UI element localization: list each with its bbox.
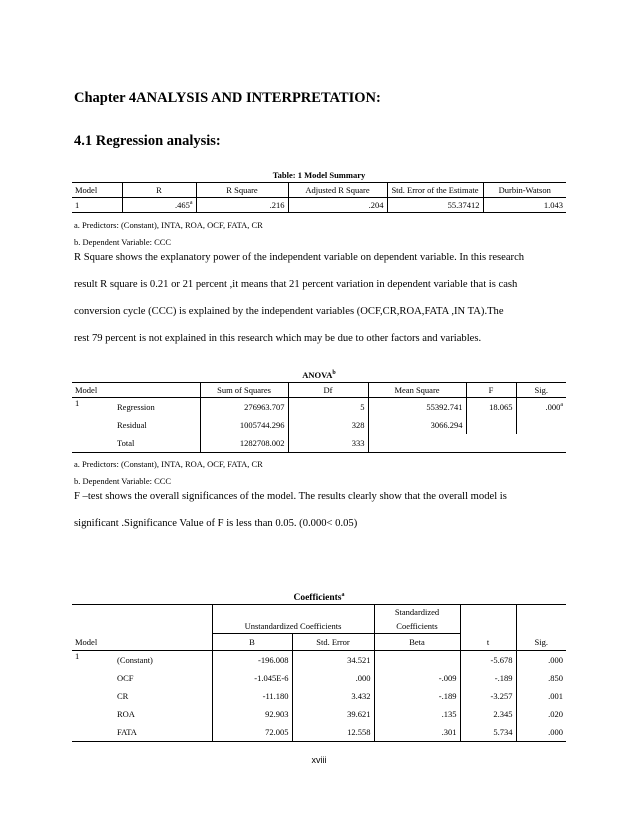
- table-cell: [460, 605, 516, 620]
- table-cell: [516, 619, 566, 634]
- table-cell: OCF: [114, 669, 212, 687]
- header-cell: Mean Square: [368, 383, 466, 398]
- table-cell: .020: [548, 708, 563, 719]
- header-cell: Adjusted R Square: [288, 183, 387, 198]
- paragraph-line: conversion cycle (CCC) is explained by the independent variables (OCF,CR,ROA,FATA ,IN TA).The: [74, 306, 504, 317]
- header-cell: Model: [72, 383, 200, 398]
- table-row: [72, 198, 566, 213]
- coefficients-group-row-1: [72, 605, 566, 620]
- r-footnote-marker: a: [189, 200, 193, 207]
- table-cell: [516, 434, 566, 453]
- table-cell: -5.678: [460, 650, 516, 669]
- anova-caption: [74, 370, 564, 380]
- table-cell: 1.043: [483, 198, 566, 213]
- table-cell: .000: [292, 669, 374, 687]
- table-cell: 3.432: [292, 687, 374, 705]
- table-cell: -196.008: [212, 650, 292, 669]
- coefficients-table: [72, 604, 566, 742]
- group-header: Coefficients: [374, 619, 460, 634]
- group-header: Unstandardized Coefficients: [212, 619, 374, 634]
- table-row: [72, 650, 566, 669]
- header-cell: R Square: [196, 183, 288, 198]
- table-cell: -.189: [460, 669, 516, 687]
- model-summary-note-a: a. Predictors: (Constant), INTA, ROA, OCF, FATA, CR: [74, 220, 263, 230]
- table-cell: 12.558: [292, 723, 374, 742]
- section-title: 4.1 Regression analysis:: [74, 133, 221, 149]
- header-cell: Std. Error: [292, 634, 374, 651]
- table-cell: 34.521: [292, 650, 374, 669]
- model-summary-header-row: [72, 183, 566, 198]
- table-cell: -1.045E-6: [212, 669, 292, 687]
- coefficients-caption: [74, 592, 564, 603]
- paragraph-line: R Square shows the explanatory power of the independent variable on dependent variable. In this research: [74, 252, 525, 263]
- header-cell: Model: [72, 634, 212, 651]
- header-cell: R: [122, 183, 196, 198]
- table-cell: 1005744.296: [200, 416, 288, 434]
- table-cell: [72, 619, 212, 634]
- table-cell: [516, 416, 566, 434]
- table-cell: .216: [196, 198, 288, 213]
- table-cell: -3.257: [460, 687, 516, 705]
- table-cell: Residual: [114, 416, 200, 434]
- header-cell: Sig.: [516, 383, 566, 398]
- table-cell: 3066.294: [368, 416, 466, 434]
- table-cell: .301: [374, 723, 460, 742]
- table-cell: 1: [72, 198, 122, 213]
- header-cell: Model: [72, 183, 122, 198]
- table-cell: CR: [114, 687, 212, 705]
- table-cell: 39.621: [292, 705, 374, 723]
- table-cell: 72.005: [212, 723, 292, 742]
- table-cell: [466, 416, 516, 434]
- table-row: [72, 416, 566, 434]
- table-row: [72, 687, 566, 705]
- table-cell: [122, 198, 196, 213]
- table-cell: 333: [288, 434, 368, 453]
- table-cell: 1: [72, 650, 114, 741]
- table-row: [72, 705, 566, 723]
- header-cell: F: [466, 383, 516, 398]
- coefficients-group-row-2: [72, 619, 566, 634]
- table-cell: (Constant): [114, 650, 212, 669]
- table-cell: -.009: [374, 669, 460, 687]
- sig-value: .000: [545, 402, 561, 412]
- paragraph-line: result R square is 0.21 or 21 percent ,it means that 21 percent variation in dependent variable that is cash: [74, 279, 518, 290]
- header-cell: t: [460, 634, 516, 651]
- table-cell: 2.345: [460, 705, 516, 723]
- table-cell: [516, 605, 566, 620]
- table-row: [72, 723, 566, 742]
- header-cell: Durbin-Watson: [483, 183, 566, 198]
- table-cell: [212, 605, 374, 620]
- page-number: xviii: [311, 755, 327, 765]
- paragraph-line: significant .Significance Value of F is less than 0.05. (0.000< 0.05): [74, 518, 358, 529]
- table-cell: -11.180: [212, 687, 292, 705]
- table-row: [72, 434, 566, 453]
- header-cell: Sig.: [516, 634, 566, 651]
- header-cell: Df: [288, 383, 368, 398]
- table-cell: 5: [288, 398, 368, 417]
- table-cell: 276963.707: [200, 398, 288, 417]
- header-cell: Beta: [374, 634, 460, 651]
- table-cell: [72, 605, 212, 620]
- paragraph-line: F –test shows the overall significances of the model. The results clearly show that the overall model is: [74, 491, 507, 502]
- paragraph-line: rest 79 percent is not explained in this research which may be due to other factors and variables.: [74, 333, 482, 344]
- table-cell: FATA: [114, 723, 212, 742]
- header-cell: B: [212, 634, 292, 651]
- anova-table: [72, 382, 566, 453]
- table-cell: [466, 434, 516, 453]
- table-cell: 5.734: [460, 723, 516, 742]
- table-cell: .850: [548, 672, 563, 683]
- table-cell: [374, 650, 460, 669]
- table-cell: 55.37412: [387, 198, 483, 213]
- table-cell: 55392.741: [368, 398, 466, 417]
- anova-note-a: a. Predictors: (Constant), INTA, ROA, OCF, FATA, CR: [74, 459, 263, 469]
- model-summary-note-b: b. Dependent Variable: CCC: [74, 237, 172, 247]
- table-cell: 328: [288, 416, 368, 434]
- sig-footnote-marker: a: [560, 402, 564, 409]
- table-cell: [460, 619, 516, 634]
- coefficients-caption-text: Coefficients: [293, 593, 342, 604]
- table-cell: .001: [548, 690, 563, 701]
- table-cell: 1: [72, 398, 114, 453]
- group-header: Standardized: [374, 605, 460, 620]
- anova-caption-marker: b: [332, 370, 336, 377]
- table-cell: Total: [114, 434, 200, 453]
- table-cell: [368, 434, 466, 453]
- table-cell: .000: [548, 654, 563, 665]
- anova-header-row: [72, 383, 566, 398]
- table-cell: -.189: [374, 687, 460, 705]
- chapter-title: Chapter 4ANALYSIS AND INTERPRETATION:: [74, 90, 381, 106]
- coefficients-header-row: [72, 634, 566, 651]
- table-cell: Regression: [114, 398, 200, 417]
- header-cell: Std. Error of the Estimate: [387, 183, 483, 198]
- r-value: .465: [174, 200, 190, 210]
- coefficients-caption-marker: a: [341, 592, 345, 598]
- anova-caption-text: ANOVA: [302, 370, 333, 380]
- anova-note-b: b. Dependent Variable: CCC: [74, 476, 172, 486]
- table-row: [72, 669, 566, 687]
- table-cell: 1282708.002: [200, 434, 288, 453]
- table-cell: ROA: [114, 705, 212, 723]
- table-cell: 18.065: [466, 398, 516, 417]
- header-cell: Sum of Squares: [200, 383, 288, 398]
- table-row: [72, 398, 566, 417]
- table-cell: 92.903: [212, 705, 292, 723]
- table-cell: .000: [516, 723, 566, 742]
- model-summary-table: [72, 182, 566, 213]
- table-cell: .135: [374, 705, 460, 723]
- table-cell: .204: [288, 198, 387, 213]
- model-summary-caption: Table: 1 Model Summary: [272, 170, 366, 180]
- table-cell: [516, 398, 566, 417]
